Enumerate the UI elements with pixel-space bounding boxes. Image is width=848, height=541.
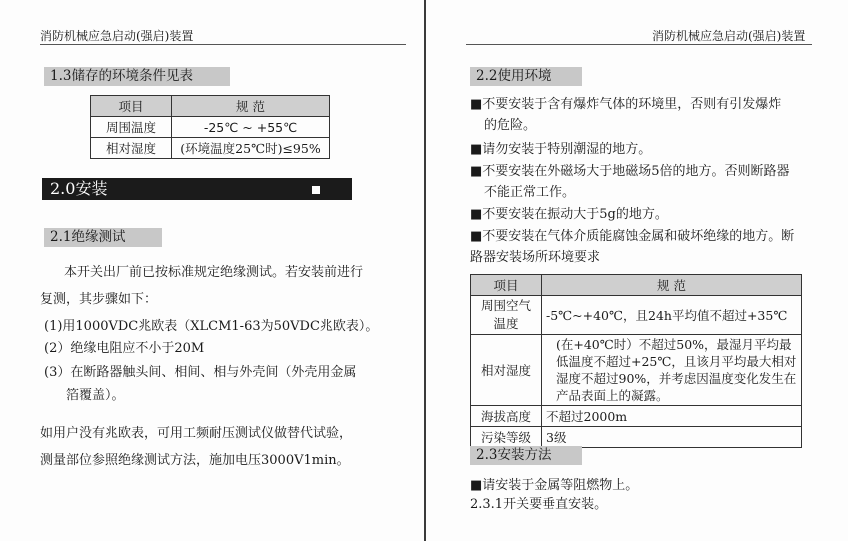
table-cell: (环境温度25℃时)≤95% bbox=[172, 138, 330, 159]
table-cell-line: 周围空气 bbox=[480, 298, 531, 313]
table-cell-line: (在+40℃时）不超过50%，最湿月平均最 bbox=[556, 337, 792, 352]
table-cell-line: 温度 bbox=[493, 316, 519, 331]
step-1: (1)用1000VDC兆欧表（XLCM1-63为50VDC兆欧表）。 bbox=[44, 319, 379, 334]
table-cell: 海拔高度 bbox=[471, 406, 542, 427]
section-2-1-heading: 2.1绝缘测试 bbox=[44, 228, 162, 247]
table-cell: -5℃~+40℃，且24h平均值不超过+35℃ bbox=[542, 296, 802, 335]
section-2-2-heading: 2.2使用环境 bbox=[470, 67, 582, 86]
right-header-rule bbox=[466, 44, 812, 45]
paragraph-line: 测量部位参照绝缘测试方法，施加电压3000V1min。 bbox=[40, 453, 350, 468]
table-header-item: 项目 bbox=[91, 96, 172, 117]
table-cell bbox=[542, 335, 802, 406]
page-divider bbox=[424, 0, 426, 541]
bullet-item: ■不要安装于含有爆炸气体的环境里，否则有引发爆炸 bbox=[470, 97, 782, 112]
paragraph-line: 复测，其步骤如下： bbox=[40, 292, 158, 307]
right-running-header: 消防机械应急启动(强启)装置 bbox=[652, 29, 806, 43]
section-1-3-heading: 1.3储存的环境条件见表 bbox=[44, 67, 230, 86]
bullet-item: ■不要安装在振动大于5g的地方。 bbox=[470, 207, 668, 222]
step-3: (3）在断路器触头间、相间、相与外壳间（外壳用金属 bbox=[44, 365, 357, 380]
left-header-rule bbox=[40, 44, 406, 45]
installation-environment-table bbox=[470, 274, 802, 448]
bullet-item-cont: 的危险。 bbox=[484, 118, 537, 133]
chapter-title: 2.0安装 bbox=[50, 179, 108, 198]
table-cell: 周围温度 bbox=[91, 117, 172, 138]
table-header-spec: 规 范 bbox=[542, 275, 802, 296]
bullet-item-cont: 路器安装场所环境要求 bbox=[470, 250, 601, 265]
table-header-item: 项目 bbox=[471, 275, 542, 296]
table-cell bbox=[471, 296, 542, 335]
table-cell: -25℃ ~ +55℃ bbox=[172, 117, 330, 138]
table-cell: 不超过2000m bbox=[542, 406, 802, 427]
table-cell-line: 低温度不超过+25℃，且该月平均最大相对 bbox=[556, 354, 797, 369]
bullet-item: ■不要安装在外磁场大于地磁场5倍的地方。否则断路器 bbox=[470, 164, 790, 179]
bullet-item: ■请安装于金属等阻燃物上。 bbox=[470, 478, 639, 493]
storage-conditions-table bbox=[90, 95, 330, 159]
checker-decoration bbox=[296, 174, 356, 202]
subsection-2-3-1: 2.3.1开关要垂直安装。 bbox=[470, 497, 608, 512]
paragraph-line: 本开关出厂前已按标准规定绝缘测试。若安装前进行 bbox=[64, 265, 364, 280]
section-2-3-heading: 2.3安装方法 bbox=[470, 446, 582, 465]
paragraph-line: 如用户没有兆欧表，可用工频耐压测试仪做替代试验， bbox=[40, 426, 353, 441]
step-3-cont: 箔覆盖）。 bbox=[66, 388, 125, 403]
step-2: (2）绝缘电阻应不小于20M bbox=[44, 341, 205, 356]
table-header-spec: 规 范 bbox=[172, 96, 330, 117]
left-running-header: 消防机械应急启动(强启)装置 bbox=[40, 29, 194, 43]
table-cell-line: 湿度不超过90%，并考虑因温度变化发生在 bbox=[556, 371, 797, 386]
table-cell-line: 产品表面上的凝露。 bbox=[556, 388, 669, 403]
table-cell: 相对湿度 bbox=[91, 138, 172, 159]
bullet-item: ■请勿安装于特别潮湿的地方。 bbox=[470, 142, 652, 157]
table-cell: 相对湿度 bbox=[471, 335, 542, 406]
bullet-item-cont: 不能正常工作。 bbox=[484, 185, 576, 200]
bullet-item: ■不要安装在气体介质能腐蚀金属和破坏绝缘的地方。断 bbox=[470, 229, 795, 244]
table-cell: 3级 bbox=[542, 427, 802, 448]
table-cell: 污染等级 bbox=[471, 427, 542, 448]
